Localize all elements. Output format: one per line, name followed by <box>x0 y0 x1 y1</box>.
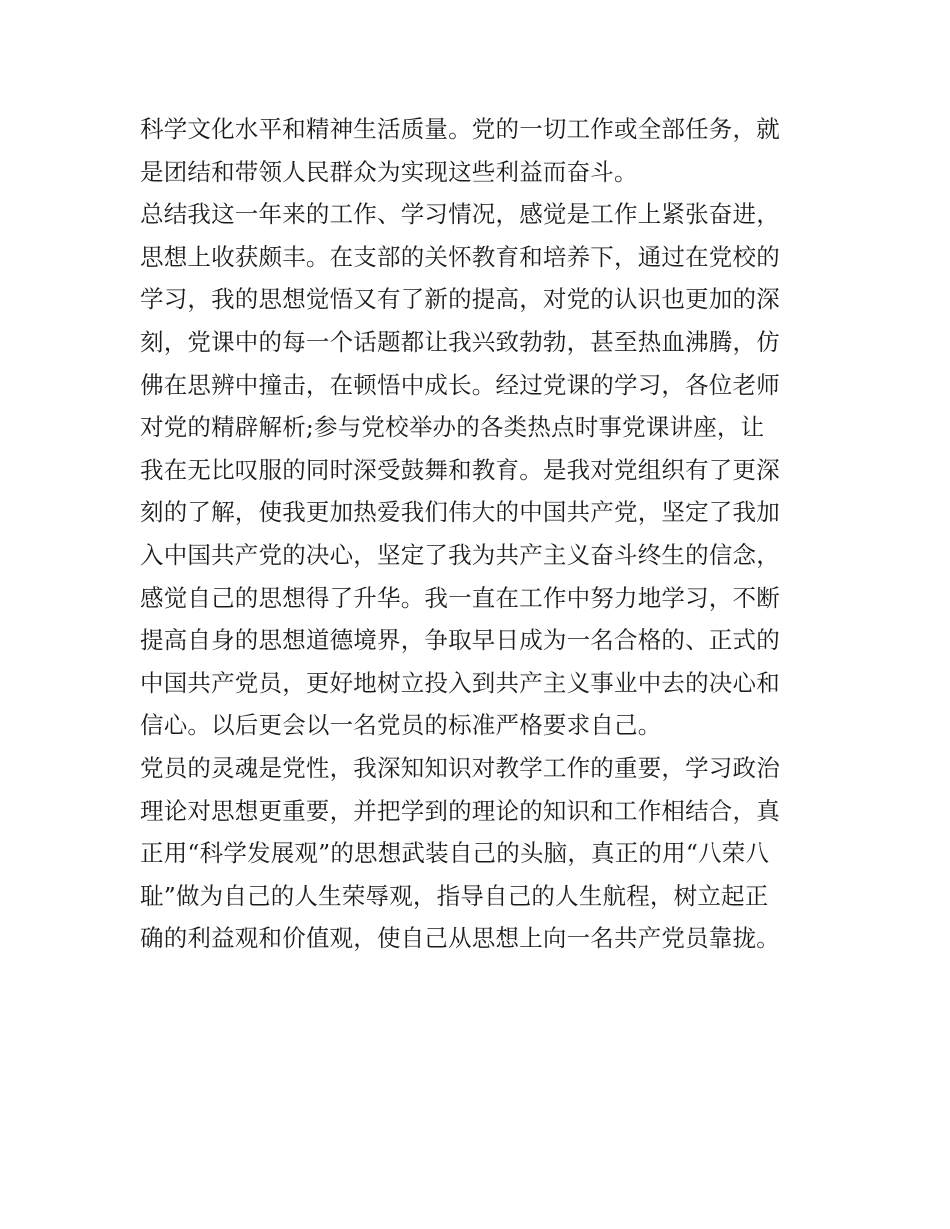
text-line: 佛在思辨中撞击，在顿悟中成长。经过党课的学习，各位老师 <box>140 370 780 399</box>
text-line: 思想上收获颇丰。在支部的关怀教育和培养下，通过在党校的 <box>140 242 780 271</box>
text-line: 刻的了解，使我更加热爱我们伟大的中国共产党，坚定了我加 <box>140 498 780 527</box>
text-line: 是团结和带领人民群众为实现这些利益而奋斗。 <box>140 157 638 186</box>
document-body-text <box>140 108 820 960</box>
text-line: 耻”做为自己的人生荣辱观，指导自己的人生航程，树立起正 <box>140 881 769 910</box>
text-line: 入中国共产党的决心，坚定了我为共产主义奋斗终生的信念， <box>140 540 780 569</box>
text-line: 理论对思想更重要，并把学到的理论的知识和工作相结合，真 <box>140 796 780 825</box>
text-line: 科学文化水平和精神生活质量。党的一切工作或全部任务，就 <box>140 115 780 143</box>
text-line: 党员的灵魂是党性，我深知知识对教学工作的重要，学习政治 <box>140 753 780 782</box>
text-line: 总结我这一年来的工作、学习情况，感觉是工作上紧张奋进， <box>140 200 780 229</box>
text-line: 学习，我的思想觉悟又有了新的提高，对党的认识也更加的深 <box>140 285 780 314</box>
text-line: 提高自身的思想道德境界，争取早日成为一名合格的、正式的 <box>140 626 780 655</box>
text-line: 中国共产党员，更好地树立投入到共产主义事业中去的决心和 <box>140 668 780 697</box>
text-line: 正用“科学发展观”的思想武装自己的头脑，真正的用“八荣八 <box>140 839 770 868</box>
text-line: 我在无比叹服的同时深受鼓舞和教育。是我对党组织有了更深 <box>140 455 780 484</box>
text-line: 确的利益观和价值观，使自己从思想上向一名共产党员靠拢。 <box>140 924 780 953</box>
text-line: 信心。以后更会以一名党员的标准严格要求自己。 <box>140 711 662 740</box>
text-line: 刻，党课中的每一个话题都让我兴致勃勃，甚至热血沸腾，仿 <box>140 327 780 356</box>
text-line: 对党的精辟解析;参与党校举办的各类热点时事党课讲座，让 <box>140 413 765 442</box>
text-line: 感觉自己的思想得了升华。我一直在工作中努力地学习，不断 <box>140 583 780 612</box>
